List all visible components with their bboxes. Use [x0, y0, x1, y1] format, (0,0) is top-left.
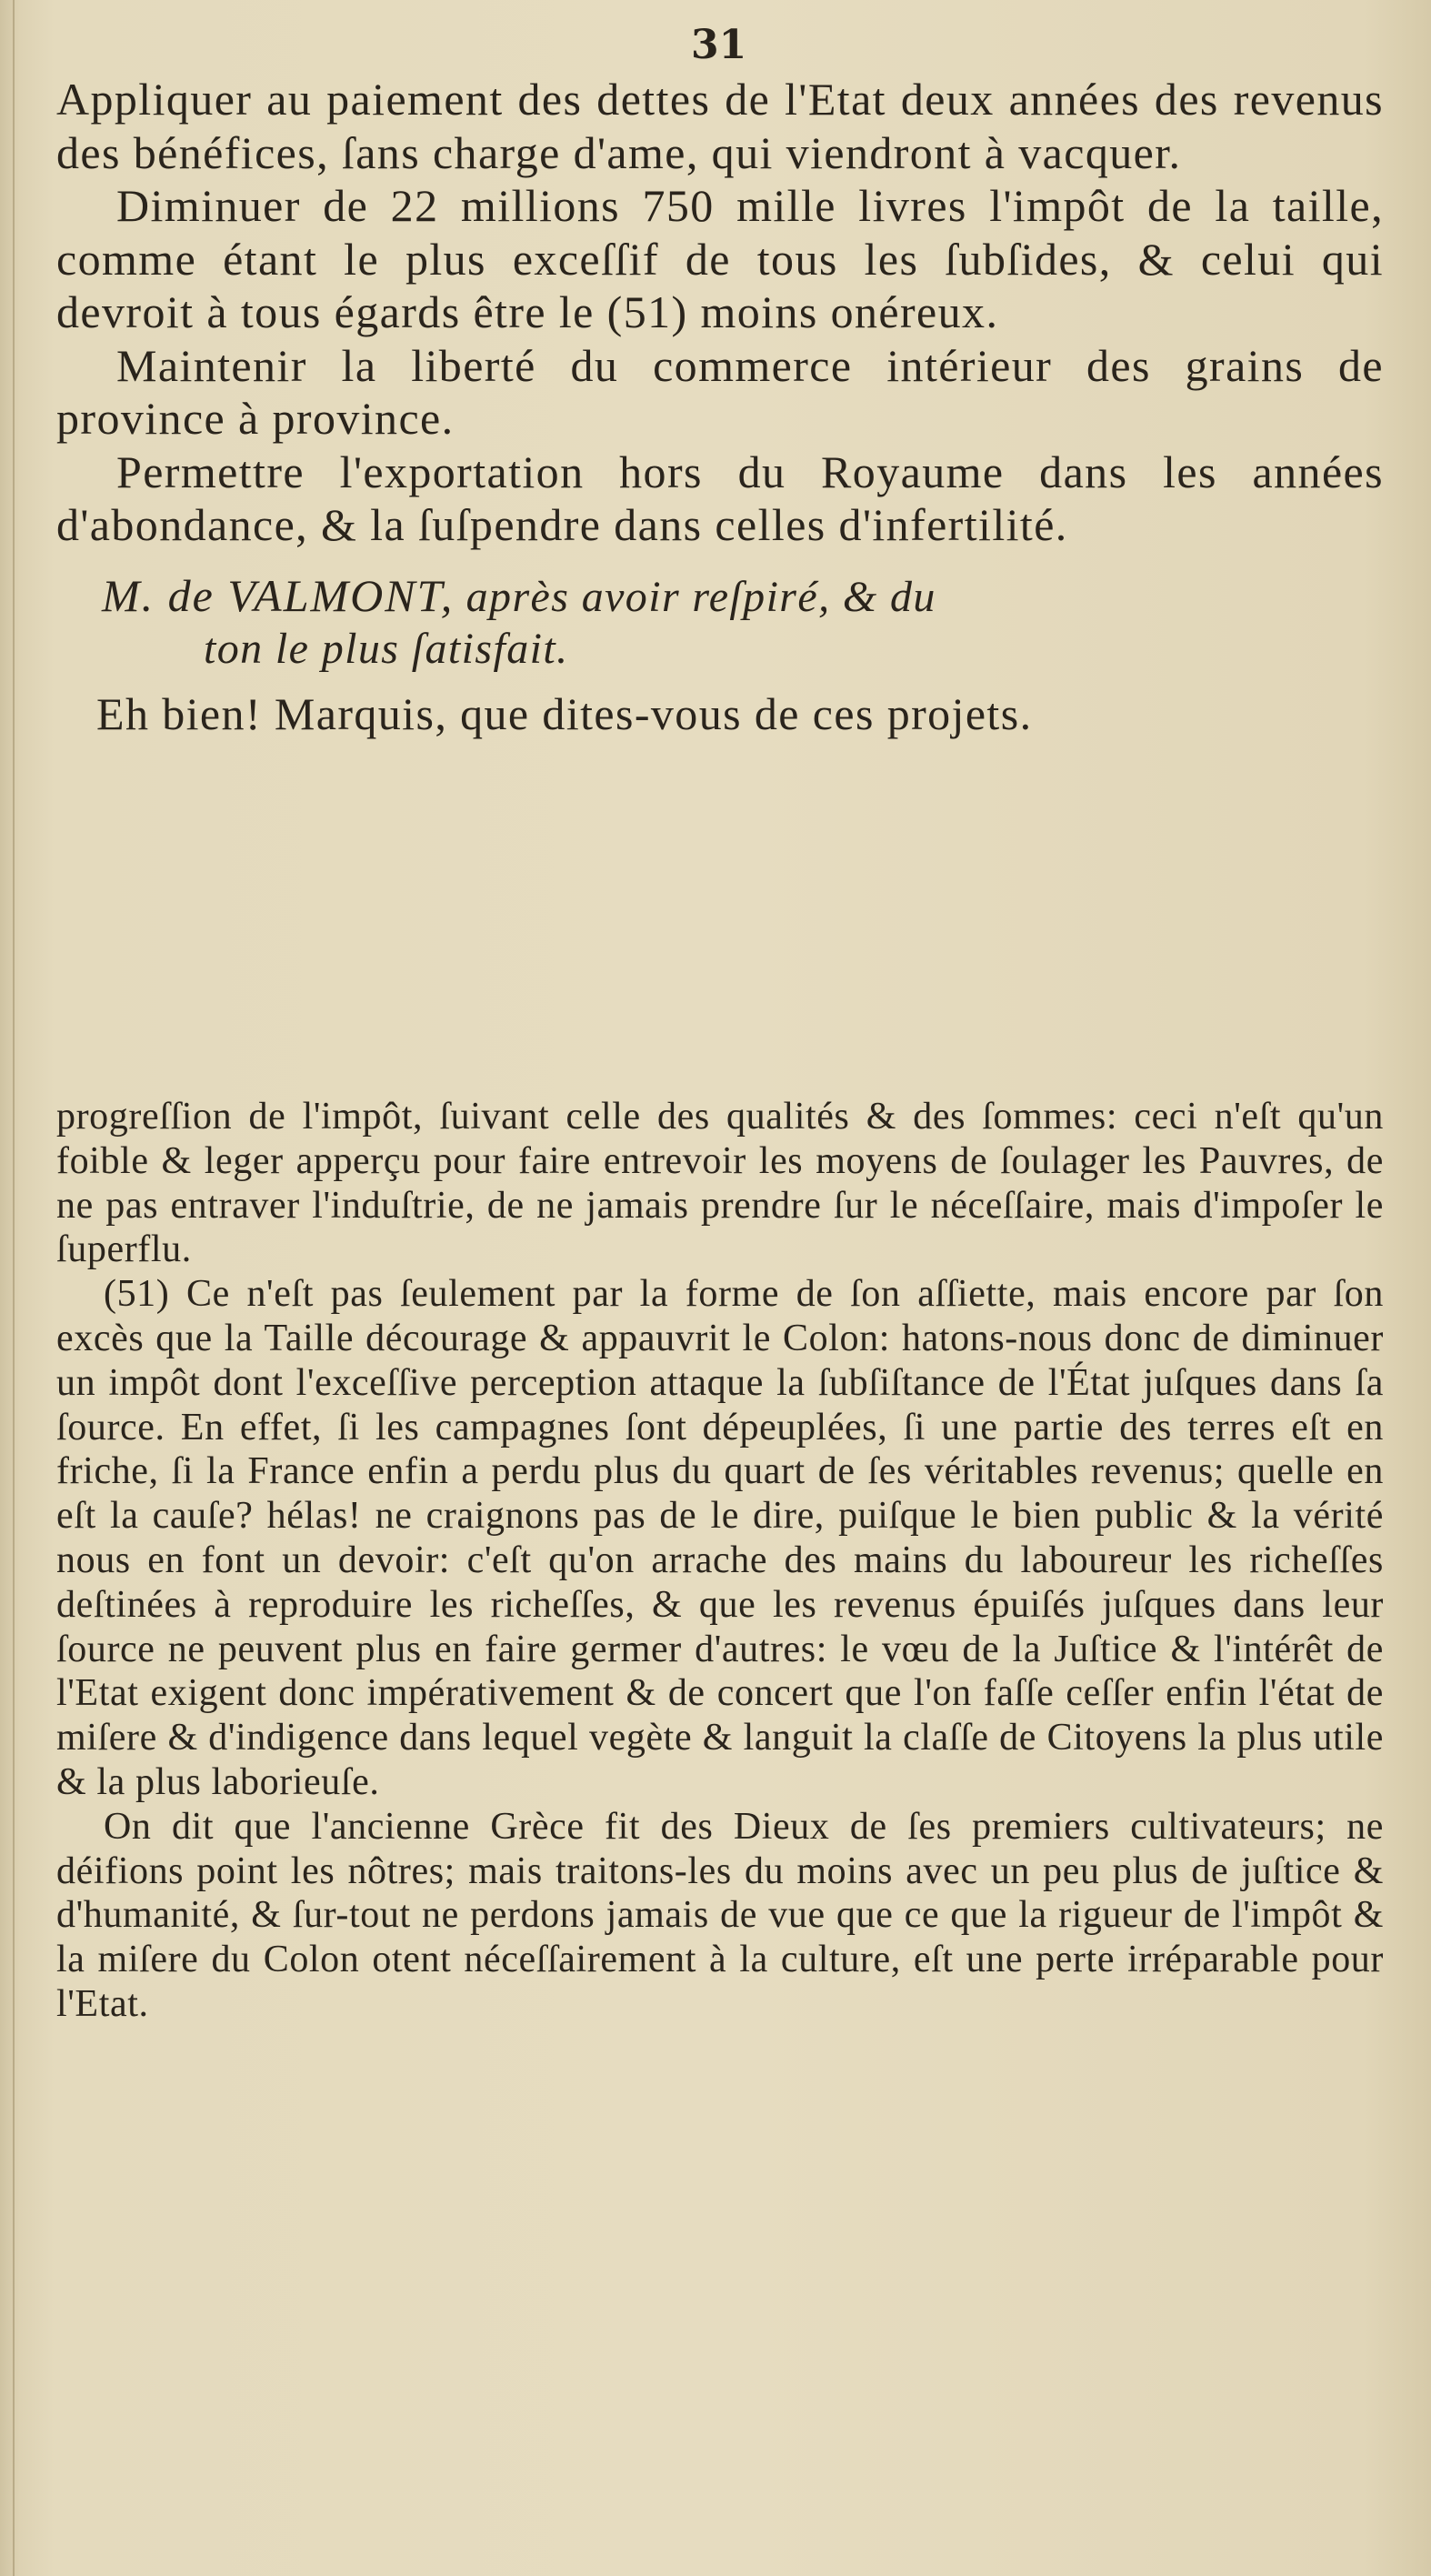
- paragraph-export: Permettre l'exportation hors du Royaume dans les années d'abondance, & la ſuſpendre dans celles d'infertilité.: [56, 446, 1384, 550]
- main-text: [56, 73, 1384, 740]
- footnote-continuation: progreſſion de l'impôt, ſuivant celle des qualités & des ſommes: ceci n'eſt qu'un foible & leger apperçu pour faire entrevoir les moyens de ſoulager les Pauvres, de ne pas entraver l'induſtrie, de ne jamais prendre ſur le néceſſaire, mais d'impoſer le ſuperflu.: [56, 1096, 1384, 1271]
- footnote-block: [56, 1095, 1384, 2027]
- paragraph-debts: Appliquer au paiement des dettes de l'Etat deux années des revenus des bénéfices, ſans charge d'ame, qui viendront à vacquer.: [56, 74, 1384, 178]
- speaker-name: M. de VALMONT,: [102, 569, 455, 621]
- footnote-greece: On dit que l'ancienne Grèce fit des Dieux de ſes premiers cultivateurs; ne déifions point les nôtres; mais traitons-les du moins avec un peu plus de juſtice & d'humanité, & ſur-tout ne perdons jamais de vue que ce que la rigueur de l'impôt & la miſere du Colon otent néceſſairement à la culture, eſt une perte irréparable pour l'Etat.: [56, 1805, 1384, 2025]
- stage-direction-text-1: après avoir reſpiré, & du: [465, 572, 936, 621]
- footnote-51: (51) Ce n'eſt pas ſeulement par la forme de ſon aſſiette, mais encore par ſon excès que la Taille décourage & appauvrit le Colon: hatons-nous donc de diminuer un impôt dont l'exceſſive perception attaque la ſubſiſtance de l'État juſques dans ſa ſource. En effet, ſi les campagnes ſont dépeuplées, ſi une partie des terres eſt en friche, ſi la France enfin a perdu plus du quart de ſes véritables revenus; quelle en eſt la cauſe? hélas! ne craignons pas de le dire, puiſque le bien public & la vérité nous en font un devoir: c'eſt qu'on arrache des mains du laboureur les richeſſes deſtinées à reproduire les richeſſes, & que les revenus épuiſés juſques dans leur ſource ne peuvent plus en faire germer d'autres: le vœu de la Juſtice & l'intérêt de l'Etat exigent donc impérativement & de concert que l'on faſſe ceſſer enfin l'état de miſere & d'indigence dans lequel vegète & languit la claſſe de Citoyens la plus utile & la plus laborieuſe.: [56, 1273, 1384, 1803]
- speech-line: Eh bien! Marquis, que dites-vous de ces projets.: [96, 687, 1033, 739]
- binding-edge: [13, 0, 15, 2576]
- stage-direction: [102, 570, 1384, 675]
- page-number: 31: [691, 22, 747, 68]
- paragraph-grain-commerce: Maintenir la liberté du commerce intérieur des grains de province à province.: [56, 339, 1384, 444]
- stage-direction-text-2: ton le plus ſatisfait.: [204, 624, 569, 673]
- paragraph-taille: Diminuer de 22 millions 750 mille livres l'impôt de la taille, comme étant le plus exceſſif de tous les ſubſides, & celui qui devroit à tous égards être le (51) moins onéreux.: [56, 180, 1384, 337]
